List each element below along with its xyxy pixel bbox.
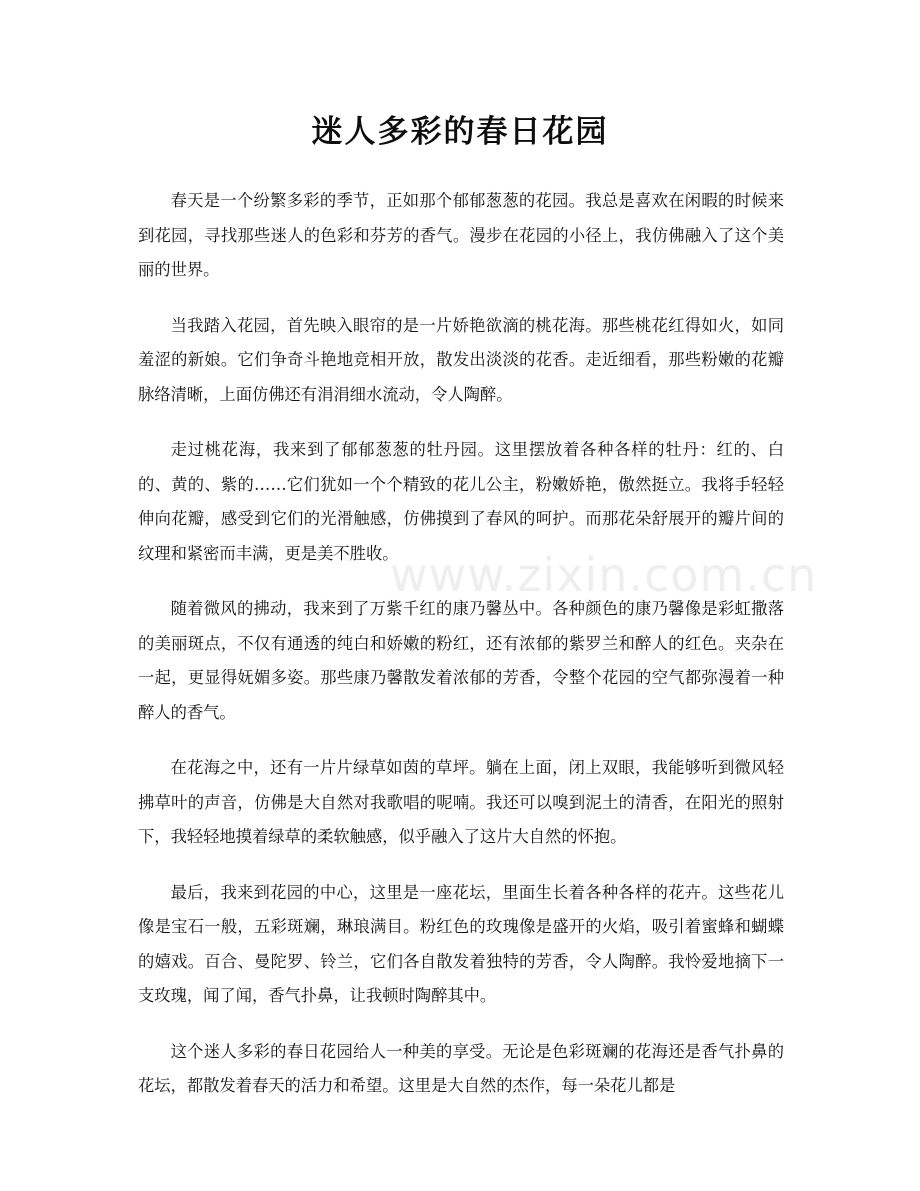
paragraph: 在花海之中，还有一片片绿草如茵的草坪。躺在上面，闭上双眼，我能够听到微风轻拂草叶的声音，仿佛是大自然对我歌唱的呢喃。我还可以嗅到泥土的清香，在阳光的照射下，我轻轻地摸着绿草的柔软触感，似乎融入了这片大自然的怀抱。 (138, 758, 784, 846)
paragraph: 走过桃花海，我来到了郁郁葱葱的牡丹园。这里摆放着各种各样的牡丹：红的、白的、黄的、紫的……它们犹如一个个精致的花儿公主，粉嫩娇艳，傲然挺立。我将手轻轻伸向花瓣，感受到它们的光滑触感，仿佛摸到了春风的呵护。而那花朵舒展开的瓣片间的纹理和紧密而丰满，更是美不胜收。 (138, 440, 784, 563)
document-body (138, 184, 784, 1125)
paragraph: 随着微风的拂动，我来到了万紫千红的康乃馨丛中。各种颜色的康乃馨像是彩虹撒落的美丽斑点，不仅有通透的纯白和娇嫩的粉红，还有浓郁的紫罗兰和醉人的红色。夹杂在一起，更显得妩媚多姿。那些康乃馨散发着浓郁的芳香，令整个花园的空气都弥漫着一种醉人的香气。 (138, 599, 784, 722)
paragraph: 最后，我来到花园的中心，这里是一座花坛，里面生长着各种各样的花卉。这些花儿像是宝石一般，五彩斑斓，琳琅满目。粉红色的玫瑰像是盛开的火焰，吸引着蜜蜂和蝴蝶的嬉戏。百合、曼陀罗、铃兰，它们各自散发着独特的芳香，令人陶醉。我怜爱地摘下一支玫瑰，闻了闻，香气扑鼻，让我顿时陶醉其中。 (138, 882, 784, 1005)
paragraph: 春天是一个纷繁多彩的季节，正如那个郁郁葱葱的花园。我总是喜欢在闲暇的时候来到花园，寻找那些迷人的色彩和芬芳的香气。漫步在花园的小径上，我仿佛融入了这个美丽的世界。 (138, 191, 784, 279)
paragraph: 这个迷人多彩的春日花园给人一种美的享受。无论是色彩斑斓的花海还是香气扑鼻的花坛，都散发着春天的活力和希望。这里是大自然的杰作，每一朵花儿都是 (138, 1041, 784, 1095)
paragraph: 当我踏入花园，首先映入眼帘的是一片娇艳欲滴的桃花海。那些桃花红得如火，如同羞涩的新娘。它们争奇斗艳地竞相开放，散发出淡淡的花香。走近细看，那些粉嫩的花瓣脉络清晰，上面仿佛还有涓涓细水流动，令人陶醉。 (138, 315, 784, 404)
document-title: 迷人多彩的春日花园 (311, 114, 609, 150)
watermark-text: www.zixin.com.cn (390, 548, 818, 602)
